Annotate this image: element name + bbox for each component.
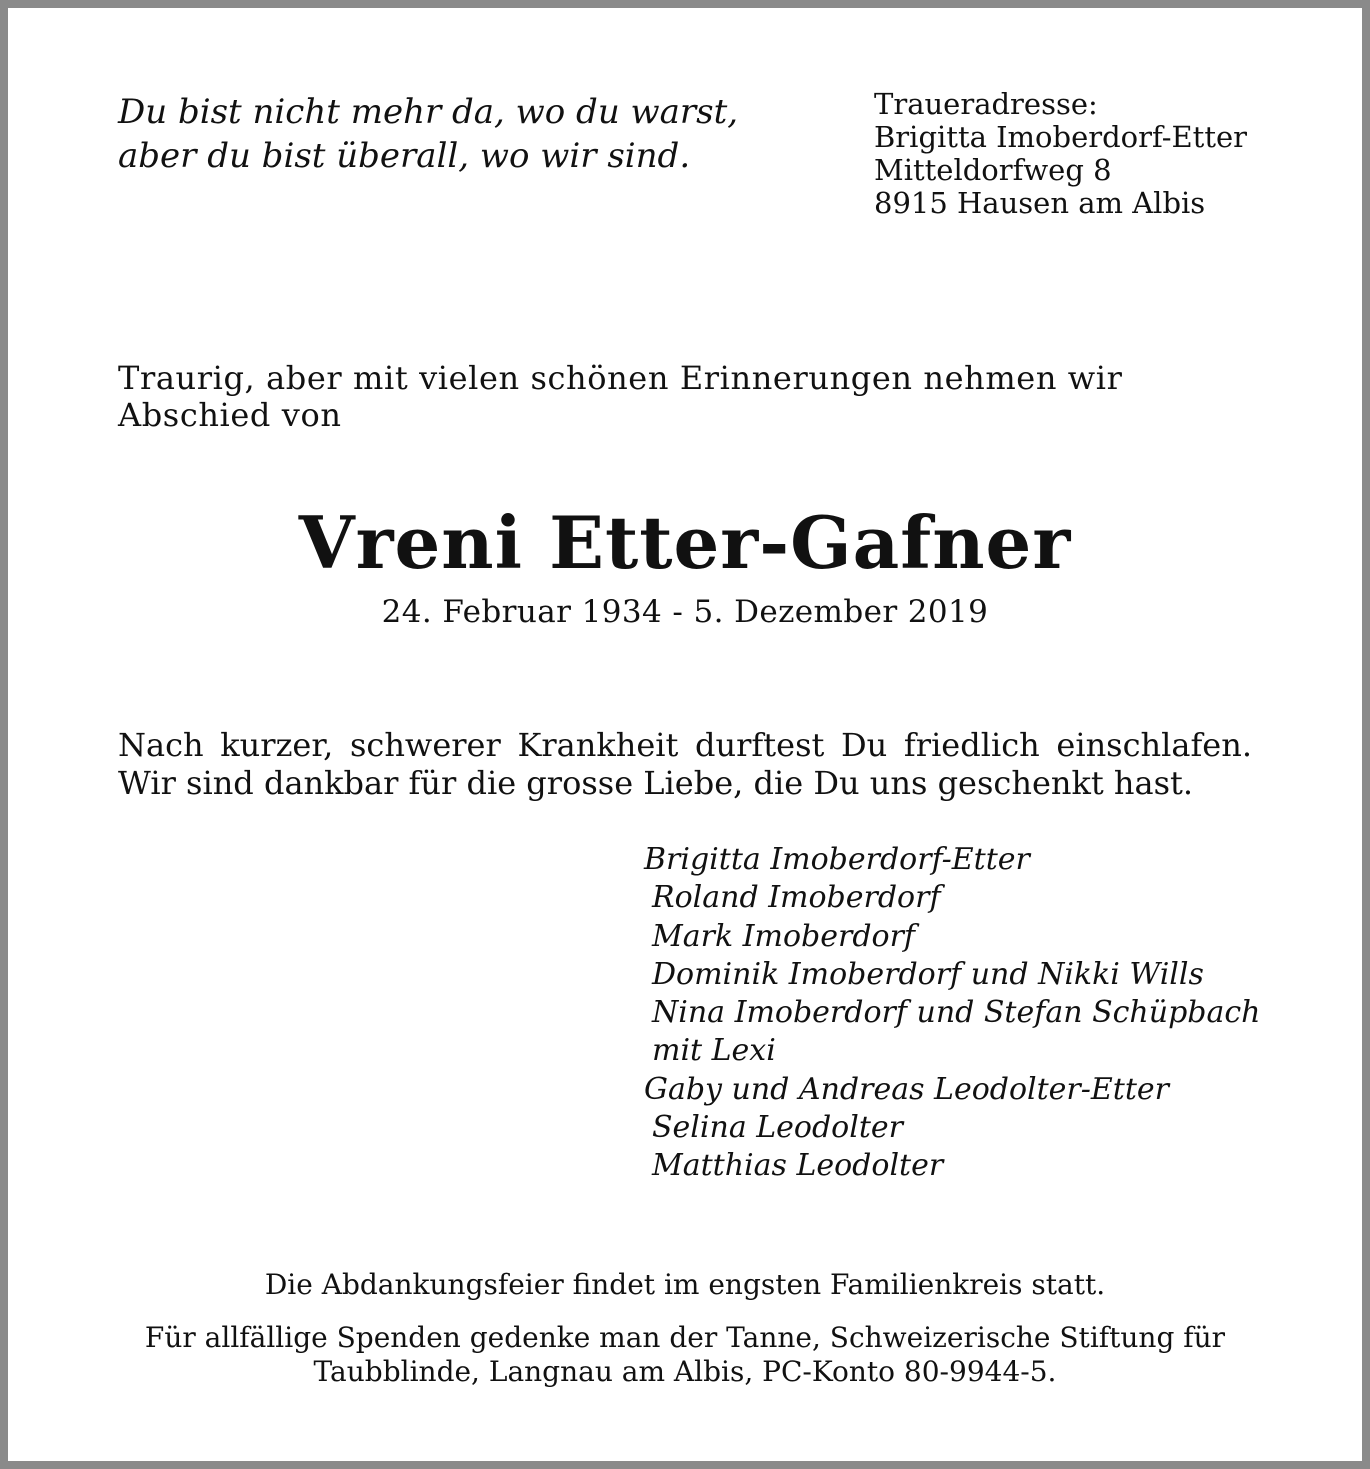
- donation-line: Für allfällige Spenden gedenke man der Tanne, Schweizerische Stiftung für: [144, 1321, 1226, 1354]
- intro-text: Traurig, aber mit vielen schönen Erinnerungen nehmen wir Abschied von: [118, 359, 1123, 434]
- address-label: Traueradresse:: [874, 87, 1098, 121]
- family-list: [644, 841, 1261, 1186]
- mourning-address: [874, 88, 1247, 220]
- address-name: Brigitta Imoberdorf-Etter: [874, 120, 1247, 154]
- memorial-quote: [118, 90, 738, 178]
- ceremony-notice: Die Abdankungsfeier findet im engsten Familienkreis statt.: [264, 1268, 1106, 1301]
- message-line: Nach kurzer, schwerer Krankheit durftest Du friedlich einschlafen.: [118, 726, 1252, 764]
- address-street: Mitteldorfweg 8: [874, 153, 1112, 187]
- quote-line: Du bist nicht mehr da, wo du warst,: [118, 92, 739, 132]
- address-city: 8915 Hausen am Albis: [874, 186, 1206, 220]
- family-member: Nina Imoberdorf und Stefan Schüpbach: [652, 995, 1261, 1031]
- obituary-page: [8, 8, 1362, 1461]
- life-dates: 24. Februar 1934 - 5. Dezember 2019: [381, 594, 989, 630]
- quote-line: aber du bist überall, wo wir sind.: [118, 136, 691, 176]
- message-line: Wir sind dankbar für die grosse Liebe, die Du uns geschenkt hast.: [118, 764, 1194, 802]
- donation-notice: [8, 1321, 1362, 1389]
- donation-line: Taubblinde, Langnau am Albis, PC-Konto 80-9944-5.: [313, 1355, 1057, 1388]
- deceased-name: Vreni Etter-Gafner: [298, 500, 1072, 585]
- family-member: Mark Imoberdorf: [652, 918, 916, 954]
- family-member: mit Lexi: [652, 1033, 776, 1069]
- family-member: Dominik Imoberdorf und Nikki Wills: [652, 956, 1204, 992]
- family-member: Selina Leodolter: [652, 1110, 903, 1146]
- family-member: Roland Imoberdorf: [652, 880, 941, 916]
- family-member: Matthias Leodolter: [652, 1148, 944, 1184]
- farewell-message: [118, 726, 1252, 802]
- family-member: Brigitta Imoberdorf-Etter: [644, 842, 1030, 877]
- family-member: Gaby und Andreas Leodolter-Etter: [644, 1071, 1170, 1107]
